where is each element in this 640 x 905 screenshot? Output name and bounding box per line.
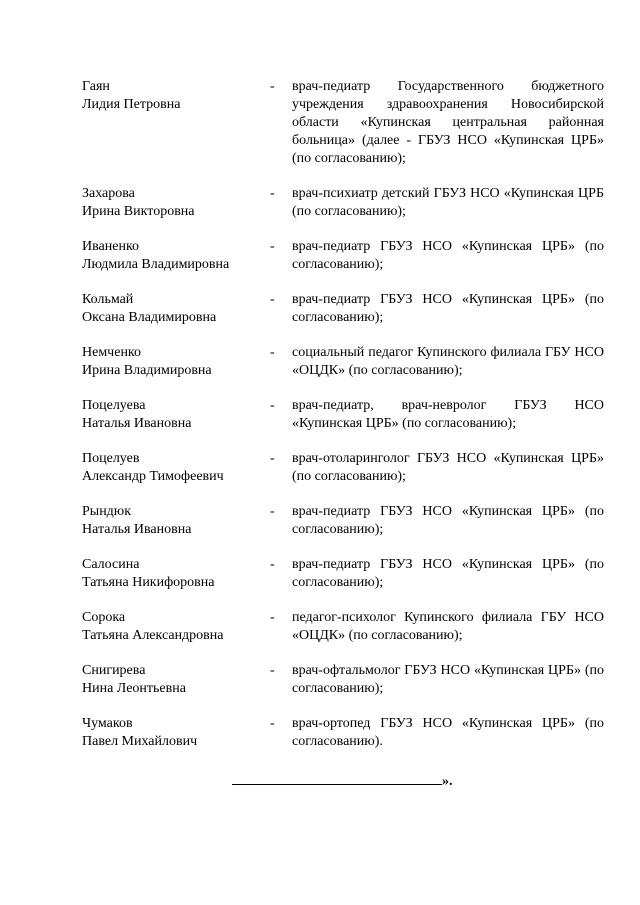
member-given-name: Татьяна Никифоровна — [82, 575, 215, 590]
member-name — [82, 609, 270, 645]
list-item — [82, 662, 604, 698]
member-description: врач-педиатр ГБУЗ НСО «Купинская ЦРБ» (по согласованию); — [292, 557, 604, 590]
member-description: врач-психиатр детский ГБУЗ НСО «Купинская ЦРБ (по согласованию); — [292, 186, 604, 219]
member-given-name: Людмила Владимировна — [82, 257, 230, 272]
signature-underline — [232, 770, 442, 785]
list-item — [82, 450, 604, 486]
member-dash: - — [270, 610, 275, 625]
member-dash: - — [270, 557, 275, 572]
member-surname: Рындюк — [82, 504, 132, 519]
member-given-name: Наталья Ивановна — [82, 416, 192, 431]
member-name — [82, 450, 270, 486]
member-dash: - — [270, 504, 275, 519]
member-description: врач-педиатр ГБУЗ НСО «Купинская ЦРБ» (по согласованию); — [292, 504, 604, 537]
member-given-name: Наталья Ивановна — [82, 522, 192, 537]
member-surname: Захарова — [82, 186, 135, 201]
member-description: врач-офтальмолог ГБУЗ НСО «Купинская ЦРБ» (по согласованию); — [292, 663, 604, 696]
member-dash: - — [270, 345, 275, 360]
member-description: врач-педиатр ГБУЗ НСО «Купинская ЦРБ» (по согласованию); — [292, 239, 604, 272]
member-given-name: Александр Тимофеевич — [82, 469, 224, 484]
member-given-name: Павел Михайлович — [82, 734, 198, 749]
member-dash: - — [270, 292, 275, 307]
member-given-name: Оксана Владимировна — [82, 310, 217, 325]
member-dash: - — [270, 451, 275, 466]
member-dash: - — [270, 398, 275, 413]
member-description: врач-отоларинголог ГБУЗ НСО «Купинская ЦРБ» (по согласованию); — [292, 451, 604, 484]
list-item — [82, 503, 604, 539]
list-item — [82, 78, 604, 168]
member-dash: - — [270, 716, 275, 731]
member-surname: Чумаков — [82, 716, 133, 731]
member-name — [82, 503, 270, 539]
member-surname: Поцелуев — [82, 451, 140, 466]
member-description: врач-педиатр, врач-невролог ГБУЗ НСО «Купинская ЦРБ» (по согласованию); — [292, 398, 604, 431]
list-item — [82, 609, 604, 645]
member-dash: - — [270, 79, 275, 94]
member-given-name: Ирина Викторовна — [82, 204, 195, 219]
member-name — [82, 397, 270, 433]
member-name — [82, 344, 270, 380]
member-name — [82, 715, 270, 751]
member-given-name: Лидия Петровна — [82, 97, 181, 112]
member-name — [82, 185, 270, 221]
member-description: педагог-психолог Купинского филиала ГБУ НСО «ОЦДК» (по согласованию); — [292, 610, 604, 643]
closing-quote-mark: ». — [442, 774, 453, 789]
list-item — [82, 715, 604, 751]
member-surname: Поцелуева — [82, 398, 146, 413]
member-name — [82, 556, 270, 592]
list-item — [82, 556, 604, 592]
member-description: врач-педиатр ГБУЗ НСО «Купинская ЦРБ» (по согласованию); — [292, 292, 604, 325]
member-surname: Салосина — [82, 557, 140, 572]
list-item — [82, 185, 604, 221]
member-name — [82, 78, 270, 114]
closing-line — [232, 770, 452, 791]
member-dash: - — [270, 663, 275, 678]
member-surname: Гаян — [82, 79, 110, 94]
member-name — [82, 291, 270, 327]
member-dash: - — [270, 239, 275, 254]
member-list — [82, 78, 604, 768]
member-surname: Сорока — [82, 610, 126, 625]
member-dash: - — [270, 186, 275, 201]
member-given-name: Нина Леонтьевна — [82, 681, 186, 696]
member-surname: Иваненко — [82, 239, 140, 254]
list-item — [82, 238, 604, 274]
list-item — [82, 344, 604, 380]
list-item — [82, 397, 604, 433]
member-description: врач-ортопед ГБУЗ НСО «Купинская ЦРБ» (по согласованию). — [292, 716, 604, 749]
member-given-name: Ирина Владимировна — [82, 363, 212, 378]
member-surname: Снигирева — [82, 663, 146, 678]
member-surname: Немченко — [82, 345, 142, 360]
member-description: врач-педиатр Государственного бюджетного учреждения здравоохранения Новосибирской области «Купинская центральная районная больница» (далее - ГБУЗ НСО «Купинская ЦРБ» (по согласованию); — [292, 79, 604, 166]
member-name — [82, 238, 270, 274]
member-surname: Кольмай — [82, 292, 134, 307]
member-given-name: Татьяна Александровна — [82, 628, 224, 643]
member-name — [82, 662, 270, 698]
member-description: социальный педагог Купинского филиала ГБУ НСО «ОЦДК» (по согласованию); — [292, 345, 604, 378]
list-item — [82, 291, 604, 327]
